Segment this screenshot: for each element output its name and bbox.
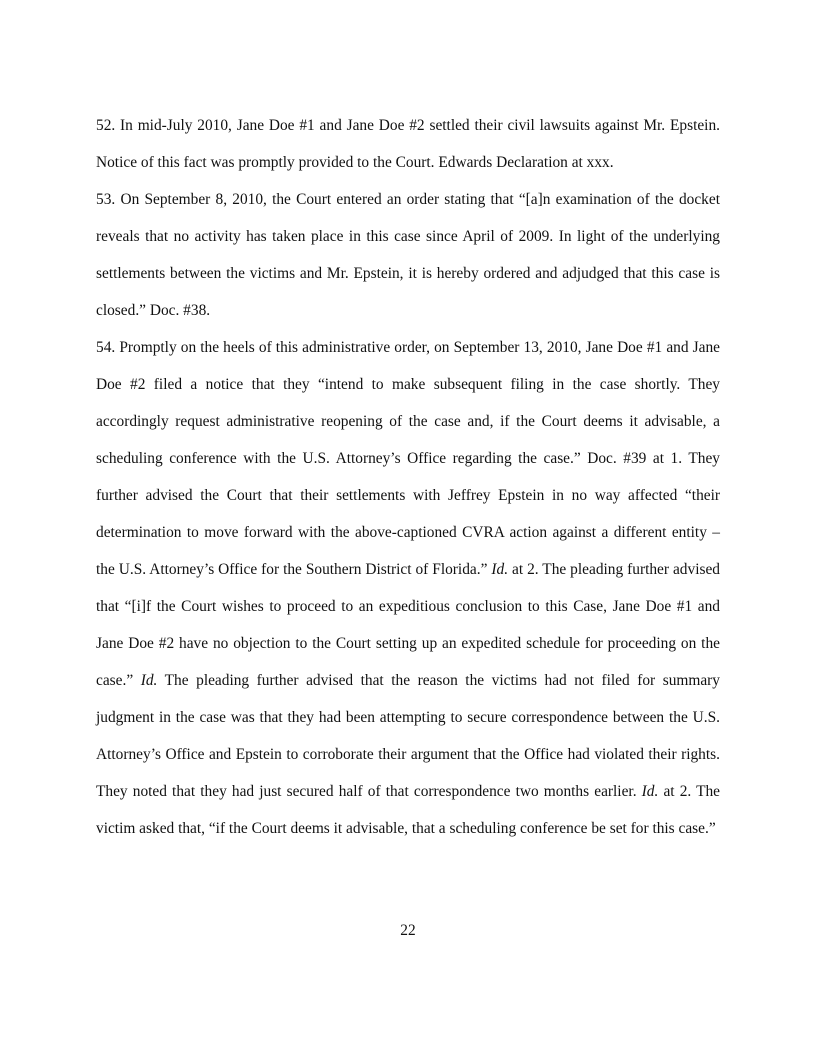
paragraph-54-text-2: at 2. The pleading further advised that “[i]f the Court wishes to proceed to an expeditious conclusion to this Case, Jane Doe #1 and Jane Doe #2 have no objection to the Court setting up an expedited schedule for proceeding on the case.” xyxy=(96,561,720,689)
paragraph-53-text: 53. On September 8, 2010, the Court entered an order stating that “[a]n examination of the docket reveals that no activity has taken place in this case since April of 2009. In light of the underlying settlements between the victims and Mr. Epstein, it is hereby ordered and adjudged that this case is closed.” Doc. #38. xyxy=(96,191,720,319)
paragraph-54-text-3: The pleading further advised that the reason the victims had not filed for summary judgment in the case was that they had been attempting to secure correspondence between the U.S. Attorney’s Office and Epstein to corroborate their argument that the Office had violated their rights. They noted that they had just secured half of that correspondence two months earlier. xyxy=(96,672,720,800)
paragraph-52-text: 52. In mid-July 2010, Jane Doe #1 and Jane Doe #2 settled their civil lawsuits against Mr. Epstein. Notice of this fact was promptly provided to the Court. Edwards Declaration at xxx. xyxy=(96,117,720,171)
paragraph-52 xyxy=(96,107,720,181)
paragraph-54 xyxy=(96,329,720,847)
citation-id-1: Id. xyxy=(491,561,509,578)
page-number: 22 xyxy=(400,922,416,939)
citation-id-2: Id. xyxy=(140,672,158,689)
document-body xyxy=(96,107,720,847)
paragraph-54-text-4: at 2. The victim asked that, “if the Court deems it advisable, that a scheduling conference be set for this case.” xyxy=(96,783,721,837)
paragraph-54-text-1: 54. Promptly on the heels of this administrative order, on September 13, 2010, Jane Doe #1 and Jane Doe #2 filed a notice that they “intend to make subsequent filing in the case shortly. They accordingly request administrative reopening of the case and, if the Court deems it advisable, a scheduling conference with the U.S. Attorney’s Office regarding the case.” Doc. #39 at 1. They further advised the Court that their settlements with Jeffrey Epstein in no way affected “their determination to move forward with the above-captioned CVRA action against a different entity – the U.S. Attorney’s Office for the Southern District of Florida.” xyxy=(96,339,720,578)
citation-id-3: Id. xyxy=(641,783,659,800)
paragraph-53 xyxy=(96,181,720,329)
